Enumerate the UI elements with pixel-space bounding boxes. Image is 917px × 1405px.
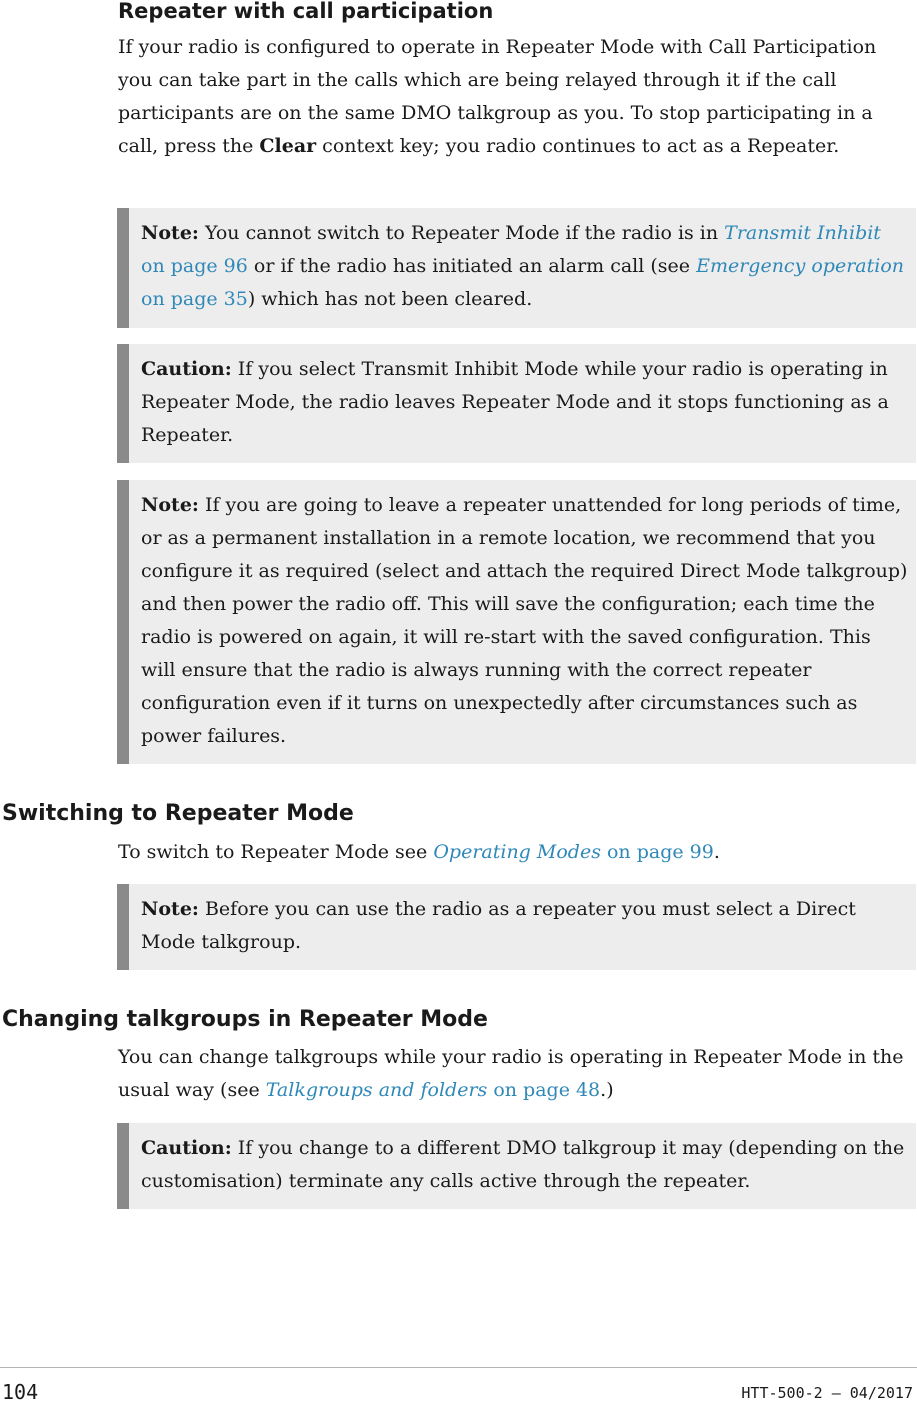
paragraph-text: .) — [600, 1079, 614, 1101]
clear-key-label: Clear — [259, 135, 317, 157]
note-box-direct-mode-talkgroup — [117, 884, 916, 970]
section-heading-switching-to-repeater-mode: Switching to Repeater Mode — [2, 801, 354, 826]
caution-box-transmit-inhibit-mode — [117, 344, 916, 463]
note-label: Note: — [141, 898, 199, 920]
note-box-transmit-inhibit — [117, 208, 916, 328]
paragraph-text: To switch to Repeater Mode see — [118, 841, 434, 863]
section-heading-repeater-call-participation: Repeater with call participation — [118, 0, 494, 23]
paragraph-changing-talkgroups — [118, 1041, 916, 1107]
paragraph-switching — [118, 836, 916, 869]
caution-box-dmo-talkgroup — [117, 1123, 916, 1209]
caution-text: If you change to a different DMO talkgroup it may (depending on the customisation) terminate any calls active through the repeater. — [141, 1137, 905, 1192]
document-id: HTT-500-2 – 04/2017 — [741, 1384, 913, 1402]
paragraph-text: You can change talkgroups while your radio is operating in Repeater Mode in the usual way (see — [118, 1046, 904, 1101]
note-text: ) which has not been cleared. — [247, 288, 533, 310]
link-emergency-operation[interactable]: Emergency operation — [696, 255, 904, 277]
note-text: You cannot switch to Repeater Mode if the radio is in — [198, 222, 725, 244]
page-number: 104 — [2, 1380, 39, 1404]
link-talkgroups-and-folders-page[interactable]: on page 48 — [487, 1079, 601, 1101]
note-text: or if the radio has initiated an alarm call (see — [247, 255, 697, 277]
link-operating-modes-page[interactable]: on page 99 — [600, 841, 714, 863]
link-talkgroups-and-folders[interactable]: Talkgroups and folders — [265, 1079, 488, 1101]
link-transmit-inhibit[interactable]: Transmit Inhibit — [724, 222, 881, 244]
note-label: Note: — [141, 494, 199, 516]
paragraph-call-participation — [118, 31, 916, 163]
section-heading-changing-talkgroups: Changing talkgroups in Repeater Mode — [2, 1007, 488, 1032]
note-box-unattended-repeater — [117, 480, 916, 764]
caution-label: Caution: — [141, 358, 232, 380]
paragraph-text: If your radio is configured to operate in Repeater Mode with Call Participation you can take part in the calls which are being relayed through it if the call participants are on the same DMO talkgroup as you. To stop participating in a call, press the — [118, 36, 877, 157]
paragraph-text: context key; you radio continues to act as a Repeater. — [316, 135, 840, 157]
note-text: Before you can use the radio as a repeater you must select a Direct Mode talkgroup. — [141, 898, 856, 953]
caution-text: If you select Transmit Inhibit Mode while your radio is operating in Repeater Mode, the radio leaves Repeater Mode and it stops functioning as a Repeater. — [141, 358, 889, 446]
link-emergency-operation-page[interactable]: on page 35 — [141, 288, 248, 310]
paragraph-text: . — [713, 841, 720, 863]
note-label: Note: — [141, 222, 199, 244]
footer-divider — [0, 1367, 917, 1368]
caution-label: Caution: — [141, 1137, 232, 1159]
link-transmit-inhibit-page[interactable]: on page 96 — [141, 255, 248, 277]
link-operating-modes[interactable]: Operating Modes — [433, 841, 601, 863]
note-text: If you are going to leave a repeater unattended for long periods of time, or as a permanent installation in a remote location, we recommend that you configure it as required (select and attach the required Direct Mode talkgroup) and then power the radio off. This will save the configuration; each time the radio is powered on again, it will re-start with the saved configuration. This will ensure that the radio is always running with the correct repeater configuration even if it turns on unexpectedly after circumstances such as power failures. — [141, 494, 908, 747]
